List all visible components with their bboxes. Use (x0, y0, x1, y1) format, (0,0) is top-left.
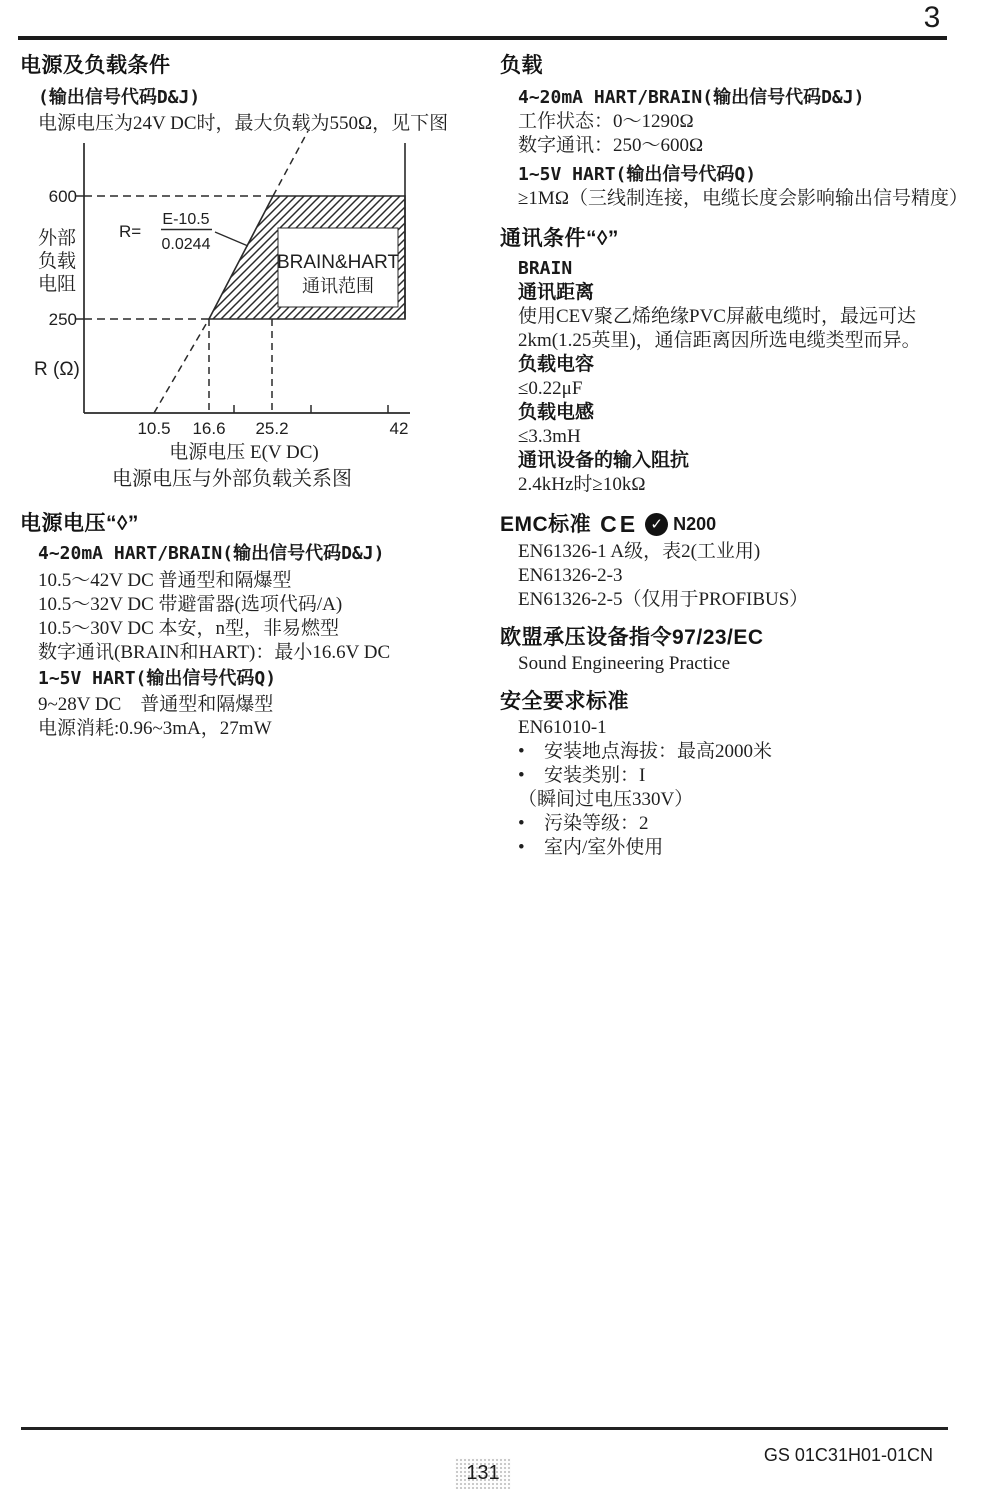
comm-item-line: ≤0.22μF (518, 378, 583, 399)
load-line: 数字通讯：250～600Ω (518, 135, 704, 156)
safety-item (500, 764, 990, 788)
x-tick-label-25-2: 25.2 (255, 419, 289, 438)
y-axis-label-2: 负载 (37, 251, 77, 272)
left-column (20, 50, 488, 739)
power-load-section (20, 54, 488, 136)
section-title-comm: 通讯条件“◊” (500, 227, 619, 250)
emc-line: EN61326-2-5（仅用于PROFIBUS） (518, 589, 809, 610)
formula-numerator: E-10.5 (162, 211, 210, 228)
bullet-icon: • (518, 813, 525, 834)
c-tick-icon (645, 513, 668, 536)
x-tick-label-10-5: 10.5 (137, 419, 171, 438)
safety-standard: EN61010-1 (518, 717, 607, 738)
c-tick-n200-label: N200 (673, 514, 717, 534)
x-tick-label-16-6: 16.6 (192, 419, 226, 438)
supply-line: 电源消耗:0.96~3mA，27mW (38, 718, 272, 739)
power-load-description: 电源电压为24V DC时，最大负载为550Ω，见下图 (38, 113, 449, 134)
supply-voltage-section (20, 512, 488, 741)
document-code: GS 01C31H01-01CN (763, 1445, 933, 1465)
supply-line: 10.5～32V DC 带避雷器(选项代码/A) (38, 594, 343, 615)
section-title-ped: 欧盟承压设备指令97/23/EC (500, 626, 764, 649)
comm-item-label: 负载电感 (518, 402, 595, 423)
load-line: 工作状态：0～1290Ω (518, 111, 694, 132)
load-line-dashed-high (273, 131, 308, 196)
safety-item-note: （瞬间过电压330V） (518, 789, 694, 810)
comm-item-label: 通讯设备的输入阻抗 (518, 450, 690, 471)
safety-item-text: 安装地点海拔：最高2000米 (544, 741, 773, 762)
region-label-1: BRAIN&HART (276, 252, 400, 273)
safety-item (500, 812, 990, 836)
supply-line: 9~28V DC 普通型和隔爆型 (38, 694, 274, 715)
comm-item-line: 使用CEV聚乙烯绝缘PVC屏蔽电缆时，最远可达 (518, 306, 916, 327)
page-number: 3 (923, 1, 941, 34)
section-title-safety: 安全要求标准 (500, 690, 629, 713)
figure-caption: 电源电压与外部负载关系图 (112, 468, 352, 490)
load-mode2-label: 1~5V HART(输出信号代码Q) (518, 164, 757, 185)
section-title-supply-voltage: 电源电压“◊” (20, 512, 139, 535)
supply-mode2-label: 1~5V HART(输出信号代码Q) (38, 668, 277, 689)
safety-item (500, 836, 990, 860)
header-rule (18, 36, 947, 40)
safety-item-text: 安装类别：I (544, 765, 646, 786)
right-column (500, 50, 990, 860)
supply-line: 10.5～42V DC 普通型和隔爆型 (38, 570, 292, 591)
safety-item-text: 污染等级：2 (544, 813, 649, 834)
footer-page-number: 131 (455, 1458, 511, 1489)
x-axis-title: 电源电压 E(V DC) (169, 442, 319, 463)
ped-line: Sound Engineering Practice (518, 653, 731, 674)
formula-pointer-line (215, 232, 248, 246)
bullet-icon: • (518, 741, 525, 762)
bullet-icon: • (518, 765, 525, 786)
section-title-emc: EMC标准 (500, 512, 592, 536)
emc-line: EN61326-2-3 (518, 565, 623, 586)
y-axis-label-1: 外部 (37, 228, 77, 249)
supply-line: 数字通讯(BRAIN和HART)：最小16.6V DC (38, 642, 391, 663)
supply-line: 10.5～30V DC 本安，n型，非易燃型 (38, 618, 340, 639)
section-title-power-load: 电源及负载条件 (20, 54, 171, 77)
section-title-load: 负载 (500, 54, 543, 77)
emc-heading-row (500, 511, 990, 538)
load-line: ≥1MΩ（三线制连接，电缆长度会影响输出信号精度） (518, 188, 968, 209)
comm-protocol: BRAIN (518, 258, 573, 279)
load-mode1-label: 4~20mA HART/BRAIN(输出信号代码D&J) (518, 87, 865, 108)
ce-mark-icon: CE (600, 511, 639, 537)
y-axis-unit: R (Ω) (34, 359, 80, 380)
y-tick-label-600: 600 (48, 187, 77, 206)
comm-item-line: ≤3.3mH (518, 426, 581, 447)
load-voltage-chart (20, 128, 440, 493)
formula-denominator: 0.0244 (161, 236, 211, 253)
safety-item (500, 740, 990, 764)
load-line-dashed-low (154, 319, 209, 413)
comm-item-line: 2km(1.25英里)，通信距离因所选电缆类型而异。 (518, 330, 921, 351)
y-tick-label-250: 250 (48, 310, 77, 329)
comm-item-label: 负载电容 (518, 354, 595, 375)
region-label-2: 通讯范围 (302, 276, 374, 296)
safety-item-text: 室内/室外使用 (544, 837, 664, 858)
emc-line: EN61326-1 A级，表2(工业用) (518, 541, 761, 562)
comm-item-label: 通讯距离 (518, 282, 595, 303)
comm-item-line: 2.4kHz时≥10kΩ (518, 474, 646, 495)
x-tick-label-42: 42 (389, 419, 409, 438)
supply-mode1-label: 4~20mA HART/BRAIN(输出信号代码D&J) (38, 543, 385, 564)
y-axis-label-3: 电阻 (37, 274, 77, 295)
formula-lhs: R= (119, 222, 142, 241)
bullet-icon: • (518, 837, 525, 858)
power-load-subtitle: (输出信号代码D&J) (38, 87, 201, 108)
footer-rule (21, 1427, 948, 1430)
c-tick-check-glyph: ✓ (650, 515, 663, 533)
